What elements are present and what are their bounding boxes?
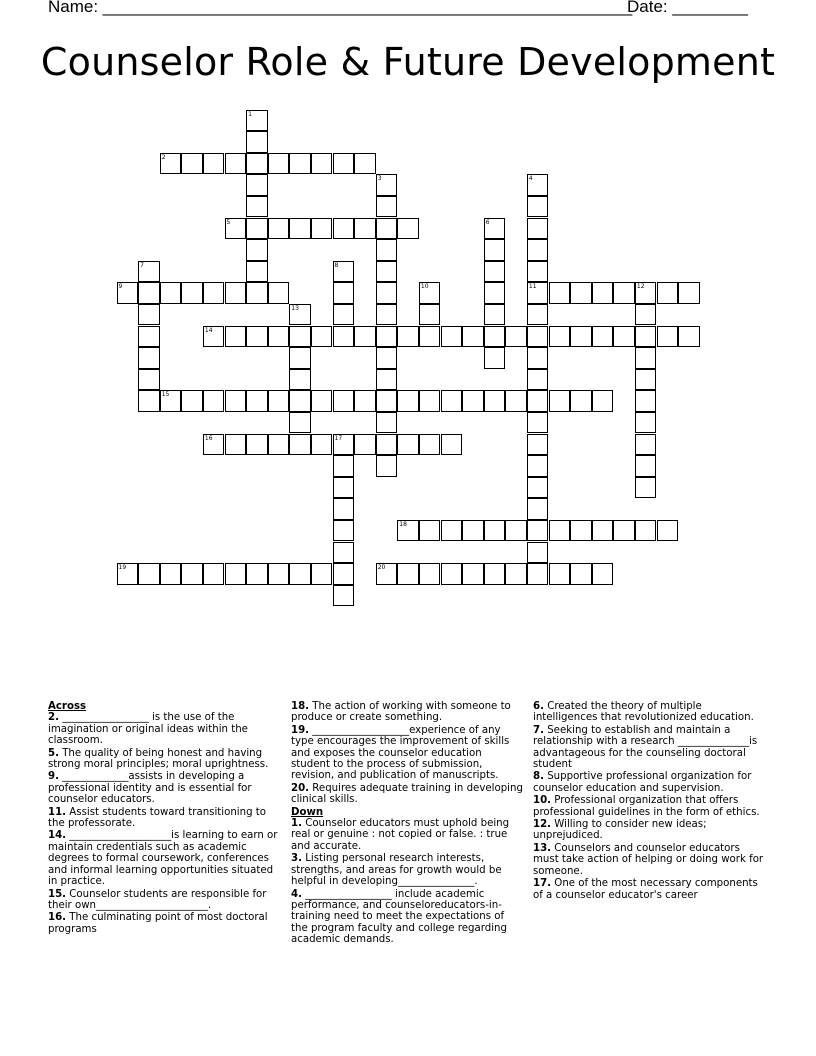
clue-number: 4 xyxy=(528,175,533,183)
clue-text: Willing to consider new ideas; unprejudiced. xyxy=(533,819,707,842)
clue-text: Seeking to establish and maintain a relationship with a research ______________is advantageous for the counseling doctoral student xyxy=(533,724,758,771)
grid-cell[interactable] xyxy=(419,304,441,326)
grid-cell[interactable] xyxy=(419,390,441,412)
grid-cell[interactable] xyxy=(678,282,700,304)
clue-text: _________________ include academic performance, and counseloreducators-in-training need to meet the expectations of the program faculty and college regarding academic demands. xyxy=(291,888,507,946)
grid-cell[interactable] xyxy=(549,282,571,304)
grid-cell[interactable] xyxy=(354,434,376,456)
clue-text: _____________assists in developing a professional identity and is essential for counselor educators. xyxy=(48,771,252,806)
grid-cell[interactable] xyxy=(376,326,398,348)
grid-cell[interactable] xyxy=(268,153,290,175)
grid-cell[interactable] xyxy=(354,218,376,240)
grid-cell[interactable] xyxy=(160,390,182,412)
clue-number-label: 7. xyxy=(533,724,544,736)
clue-number: 8 xyxy=(334,261,339,269)
clue-column-1 xyxy=(48,701,280,936)
grid-cell[interactable] xyxy=(311,390,333,412)
grid-cell[interactable] xyxy=(678,326,700,348)
grid-cell[interactable] xyxy=(657,326,679,348)
clue-text: Professional organization that offers professional guidelines in the form of ethics. xyxy=(533,795,760,818)
grid-cell[interactable] xyxy=(225,218,247,240)
clue-text: _________________ is the use of the imagination or original ideas within the classroom. xyxy=(48,712,248,747)
clue-item xyxy=(48,889,280,912)
grid-cell[interactable] xyxy=(354,153,376,175)
clue-number: 14 xyxy=(204,326,213,334)
grid-cell[interactable] xyxy=(246,390,268,412)
grid-cell[interactable] xyxy=(268,218,290,240)
grid-cell[interactable] xyxy=(138,369,160,391)
grid-cell[interactable] xyxy=(419,520,441,542)
grid-cell[interactable] xyxy=(160,563,182,585)
grid-cell[interactable] xyxy=(181,563,203,585)
grid-cell[interactable] xyxy=(527,390,549,412)
grid-cell[interactable] xyxy=(527,196,549,218)
date-field-label: Date: ________ xyxy=(627,0,748,16)
clue-item xyxy=(291,725,523,782)
clue-number-label: 11. xyxy=(48,806,67,818)
clue-text: ____________________is learning to earn or maintain credentials such as academic degrees to formal coursework, conferences and informal learning opportunities situated in practice. xyxy=(48,830,278,888)
grid-cell[interactable] xyxy=(419,282,441,304)
grid-cell[interactable] xyxy=(376,369,398,391)
clue-item xyxy=(291,818,523,852)
grid-cell[interactable] xyxy=(333,218,355,240)
grid-cell[interactable] xyxy=(505,326,527,348)
grid-cell[interactable] xyxy=(246,218,268,240)
grid-cell[interactable] xyxy=(311,326,333,348)
clue-number-label: 19. xyxy=(291,724,310,736)
grid-cell[interactable] xyxy=(333,563,355,585)
grid-cell[interactable] xyxy=(333,455,355,477)
clue-number: 6 xyxy=(485,218,490,226)
grid-cell[interactable] xyxy=(527,563,549,585)
down-heading: Down xyxy=(291,806,324,818)
clue-text: Listing personal research interests, strengths, and areas for growth would be helpful in developing_______________. xyxy=(291,853,502,888)
clue-text: One of the most necessary components of a counselor educator's career xyxy=(533,878,758,901)
grid-cell[interactable] xyxy=(333,498,355,520)
clue-number-label: 12. xyxy=(533,819,552,831)
clue-item xyxy=(291,853,523,887)
grid-cell[interactable] xyxy=(333,282,355,304)
grid-cell[interactable] xyxy=(246,563,268,585)
grid-cell[interactable] xyxy=(376,455,398,477)
clue-item xyxy=(533,819,765,842)
grid-cell[interactable] xyxy=(376,390,398,412)
grid-cell[interactable] xyxy=(376,304,398,326)
clue-number-label: 3. xyxy=(291,853,302,865)
clue-number: 15 xyxy=(161,391,170,399)
clue-number-label: 10. xyxy=(533,795,552,807)
grid-cell[interactable] xyxy=(635,282,657,304)
grid-cell[interactable] xyxy=(376,239,398,261)
grid-cell[interactable] xyxy=(549,390,571,412)
grid-cell[interactable] xyxy=(181,153,203,175)
grid-cell[interactable] xyxy=(527,477,549,499)
grid-cell[interactable] xyxy=(484,563,506,585)
grid-cell[interactable] xyxy=(570,282,592,304)
clue-text: Requires adequate training in developing clinical skills. xyxy=(291,782,523,806)
grid-cell[interactable] xyxy=(225,326,247,348)
grid-cell[interactable] xyxy=(635,347,657,369)
grid-cell[interactable] xyxy=(376,434,398,456)
grid-cell[interactable] xyxy=(246,239,268,261)
grid-cell[interactable] xyxy=(289,218,311,240)
grid-cell[interactable] xyxy=(527,347,549,369)
clue-number: 19 xyxy=(118,564,127,572)
grid-cell[interactable] xyxy=(397,563,419,585)
grid-cell[interactable] xyxy=(138,261,160,283)
grid-cell[interactable] xyxy=(397,520,419,542)
grid-cell[interactable] xyxy=(246,174,268,196)
grid-cell[interactable] xyxy=(613,520,635,542)
grid-cell[interactable] xyxy=(376,196,398,218)
name-field-label: Name: ________________________________________________________ xyxy=(48,0,633,16)
grid-cell[interactable] xyxy=(289,434,311,456)
grid-cell[interactable] xyxy=(225,563,247,585)
clue-item xyxy=(533,843,765,877)
clue-text: Assist students toward transitioning to the professorate. xyxy=(48,806,267,830)
grid-cell[interactable] xyxy=(570,390,592,412)
grid-cell[interactable] xyxy=(289,326,311,348)
clue-number-label: 18. xyxy=(291,701,310,712)
grid-cell[interactable] xyxy=(246,110,268,132)
grid-cell[interactable] xyxy=(311,434,333,456)
clue-text: ___________________experience of any type encourages the improvement of skills and exposes the counselor education student to the process of submission, revision, and publication of manuscripts. xyxy=(291,724,510,782)
clue-text: The quality of being honest and having strong moral principles; moral uprightness. xyxy=(48,747,269,771)
grid-cell[interactable] xyxy=(246,434,268,456)
grid-cell[interactable] xyxy=(311,218,333,240)
grid-cell[interactable] xyxy=(484,347,506,369)
grid-cell[interactable] xyxy=(527,520,549,542)
grid-cell[interactable] xyxy=(138,347,160,369)
grid-cell[interactable] xyxy=(333,304,355,326)
grid-cell[interactable] xyxy=(657,282,679,304)
grid-cell[interactable] xyxy=(203,390,225,412)
grid-cell[interactable] xyxy=(635,412,657,434)
grid-cell[interactable] xyxy=(635,304,657,326)
grid-cell[interactable] xyxy=(225,282,247,304)
clue-item xyxy=(533,878,765,901)
grid-cell[interactable] xyxy=(527,326,549,348)
grid-cell[interactable] xyxy=(527,218,549,240)
grid-cell[interactable] xyxy=(484,520,506,542)
grid-cell[interactable] xyxy=(333,153,355,175)
grid-cell[interactable] xyxy=(419,326,441,348)
grid-cell[interactable] xyxy=(635,326,657,348)
clue-item xyxy=(291,783,523,806)
grid-cell[interactable] xyxy=(613,282,635,304)
grid-cell[interactable] xyxy=(138,326,160,348)
grid-cell[interactable] xyxy=(397,218,419,240)
grid-cell[interactable] xyxy=(225,390,247,412)
grid-cell[interactable] xyxy=(462,520,484,542)
clue-number-label: 5. xyxy=(48,747,59,759)
grid-cell[interactable] xyxy=(592,282,614,304)
grid-cell[interactable] xyxy=(397,326,419,348)
clue-text: Counselor educators must uphold being real or genuine : not copied or false. : true and accurate. xyxy=(291,818,510,852)
grid-cell[interactable] xyxy=(527,304,549,326)
grid-cell[interactable] xyxy=(333,326,355,348)
grid-cell[interactable] xyxy=(246,131,268,153)
grid-cell[interactable] xyxy=(160,153,182,175)
clue-item xyxy=(291,889,523,946)
clue-item xyxy=(48,712,280,746)
clue-number-label: 4. xyxy=(291,888,302,900)
grid-cell[interactable] xyxy=(289,347,311,369)
grid-cell[interactable] xyxy=(549,326,571,348)
clue-item xyxy=(48,912,280,935)
grid-cell[interactable] xyxy=(376,174,398,196)
clue-text: The action of working with someone to produce or create something. xyxy=(291,701,511,724)
grid-cell[interactable] xyxy=(462,563,484,585)
grid-cell[interactable] xyxy=(333,477,355,499)
grid-cell[interactable] xyxy=(419,434,441,456)
grid-cell[interactable] xyxy=(268,434,290,456)
grid-cell[interactable] xyxy=(397,390,419,412)
clue-number: 5 xyxy=(226,218,231,226)
clue-text: Created the theory of multiple intelligences that revolutionized education. xyxy=(533,701,754,724)
clue-text: The culminating point of most doctoral programs xyxy=(48,912,268,935)
grid-cell[interactable] xyxy=(289,412,311,434)
grid-cell[interactable] xyxy=(657,520,679,542)
grid-cell[interactable] xyxy=(484,218,506,240)
grid-cell[interactable] xyxy=(203,434,225,456)
grid-cell[interactable] xyxy=(527,261,549,283)
clue-item xyxy=(291,701,523,724)
clue-item xyxy=(48,771,280,805)
grid-cell[interactable] xyxy=(570,326,592,348)
grid-cell[interactable] xyxy=(268,563,290,585)
grid-cell[interactable] xyxy=(289,153,311,175)
clue-number-label: 8. xyxy=(533,771,544,783)
grid-cell[interactable] xyxy=(333,434,355,456)
grid-cell[interactable] xyxy=(246,153,268,175)
clue-number: 20 xyxy=(377,564,386,572)
grid-cell[interactable] xyxy=(484,304,506,326)
grid-cell[interactable] xyxy=(613,326,635,348)
grid-cell[interactable] xyxy=(289,369,311,391)
grid-cell[interactable] xyxy=(289,563,311,585)
grid-cell[interactable] xyxy=(376,218,398,240)
grid-cell[interactable] xyxy=(484,390,506,412)
grid-cell[interactable] xyxy=(484,326,506,348)
grid-cell[interactable] xyxy=(333,585,355,607)
grid-cell[interactable] xyxy=(549,520,571,542)
grid-cell[interactable] xyxy=(138,282,160,304)
grid-cell[interactable] xyxy=(376,261,398,283)
clue-number: 11 xyxy=(528,283,537,291)
grid-cell[interactable] xyxy=(505,563,527,585)
grid-cell[interactable] xyxy=(635,520,657,542)
grid-cell[interactable] xyxy=(484,239,506,261)
grid-cell[interactable] xyxy=(592,520,614,542)
clue-item xyxy=(48,830,280,887)
grid-cell[interactable] xyxy=(246,326,268,348)
clue-number: 7 xyxy=(140,261,144,269)
grid-cell[interactable] xyxy=(311,563,333,585)
clue-number-label: 2. xyxy=(48,712,59,724)
clue-number: 18 xyxy=(399,520,407,528)
clue-text: Counselor students are responsible for their own______________________. xyxy=(48,888,267,911)
grid-cell[interactable] xyxy=(527,542,549,564)
grid-cell[interactable] xyxy=(441,563,463,585)
grid-cell[interactable] xyxy=(268,326,290,348)
grid-cell[interactable] xyxy=(527,282,549,304)
grid-cell[interactable] xyxy=(333,520,355,542)
grid-cell[interactable] xyxy=(527,455,549,477)
clue-number: 3 xyxy=(377,175,382,183)
grid-cell[interactable] xyxy=(354,326,376,348)
grid-cell[interactable] xyxy=(246,196,268,218)
clue-item xyxy=(533,725,765,771)
clue-number-label: 14. xyxy=(48,830,67,842)
across-heading: Across xyxy=(48,701,87,712)
clue-number-label: 1. xyxy=(291,818,302,830)
grid-cell[interactable] xyxy=(181,282,203,304)
clue-number-label: 15. xyxy=(48,888,67,900)
grid-cell[interactable] xyxy=(376,282,398,304)
clue-item xyxy=(48,807,280,830)
clue-number: 9 xyxy=(118,283,123,291)
clue-number-label: 16. xyxy=(48,912,67,924)
grid-cell[interactable] xyxy=(181,390,203,412)
grid-cell[interactable] xyxy=(117,563,139,585)
grid-cell[interactable] xyxy=(246,261,268,283)
grid-cell[interactable] xyxy=(225,434,247,456)
grid-cell[interactable] xyxy=(225,153,247,175)
clue-column-2 xyxy=(291,701,523,947)
grid-cell[interactable] xyxy=(505,390,527,412)
grid-cell[interactable] xyxy=(419,563,441,585)
grid-cell[interactable] xyxy=(268,282,290,304)
grid-cell[interactable] xyxy=(117,282,139,304)
clue-number-label: 17. xyxy=(533,878,552,890)
clue-text: Supportive professional organization for counselor education and supervision. xyxy=(533,771,752,794)
grid-cell[interactable] xyxy=(592,326,614,348)
grid-cell[interactable] xyxy=(376,347,398,369)
grid-cell[interactable] xyxy=(333,261,355,283)
grid-cell[interactable] xyxy=(289,304,311,326)
clue-number: 10 xyxy=(420,283,429,291)
grid-cell[interactable] xyxy=(441,520,463,542)
grid-cell[interactable] xyxy=(635,369,657,391)
grid-cell[interactable] xyxy=(635,434,657,456)
grid-cell[interactable] xyxy=(484,282,506,304)
grid-cell[interactable] xyxy=(203,326,225,348)
grid-cell[interactable] xyxy=(138,304,160,326)
grid-cell[interactable] xyxy=(333,390,355,412)
clue-number: 16 xyxy=(204,434,213,442)
grid-cell[interactable] xyxy=(203,282,225,304)
clue-text: Counselors and counselor educators must take action of helping or doing work for someone. xyxy=(533,842,764,877)
grid-cell[interactable] xyxy=(527,369,549,391)
grid-cell[interactable] xyxy=(527,412,549,434)
grid-cell[interactable] xyxy=(354,390,376,412)
grid-cell[interactable] xyxy=(289,390,311,412)
grid-cell[interactable] xyxy=(635,477,657,499)
clue-item xyxy=(533,795,765,818)
grid-cell[interactable] xyxy=(505,520,527,542)
clue-number: 13 xyxy=(291,304,299,312)
grid-cell[interactable] xyxy=(635,390,657,412)
clue-item xyxy=(533,771,765,794)
grid-cell[interactable] xyxy=(138,390,160,412)
grid-cell[interactable] xyxy=(160,282,182,304)
clue-column-3 xyxy=(533,701,765,902)
grid-cell[interactable] xyxy=(397,434,419,456)
clue-number-label: 9. xyxy=(48,771,59,783)
grid-cell[interactable] xyxy=(570,520,592,542)
grid-cell[interactable] xyxy=(376,412,398,434)
puzzle-title: Counselor Role & Future Development xyxy=(40,40,776,84)
clue-number-label: 13. xyxy=(533,842,552,854)
grid-cell[interactable] xyxy=(441,390,463,412)
grid-cell[interactable] xyxy=(268,390,290,412)
grid-cell[interactable] xyxy=(592,390,614,412)
grid-cell[interactable] xyxy=(635,455,657,477)
grid-cell[interactable] xyxy=(203,153,225,175)
grid-cell[interactable] xyxy=(570,563,592,585)
grid-cell[interactable] xyxy=(441,434,463,456)
clue-number-label: 20. xyxy=(291,782,310,794)
clue-number-label: 6. xyxy=(533,701,544,712)
grid-cell[interactable] xyxy=(549,563,571,585)
clue-number: 12 xyxy=(636,283,645,291)
clue-number: 2 xyxy=(161,153,166,161)
grid-cell[interactable] xyxy=(203,563,225,585)
clue-item xyxy=(533,701,765,724)
grid-cell[interactable] xyxy=(311,153,333,175)
grid-cell[interactable] xyxy=(592,563,614,585)
clue-item xyxy=(48,748,280,771)
grid-cell[interactable] xyxy=(462,390,484,412)
grid-cell[interactable] xyxy=(527,498,549,520)
grid-cell[interactable] xyxy=(527,174,549,196)
grid-cell[interactable] xyxy=(246,282,268,304)
clue-number: 17 xyxy=(334,434,343,442)
grid-cell[interactable] xyxy=(527,434,549,456)
grid-cell[interactable] xyxy=(527,239,549,261)
clue-number: 1 xyxy=(248,110,252,118)
grid-cell[interactable] xyxy=(441,326,463,348)
grid-cell[interactable] xyxy=(333,542,355,564)
grid-cell[interactable] xyxy=(462,326,484,348)
grid-cell[interactable] xyxy=(484,261,506,283)
grid-cell[interactable] xyxy=(376,563,398,585)
grid-cell[interactable] xyxy=(138,563,160,585)
